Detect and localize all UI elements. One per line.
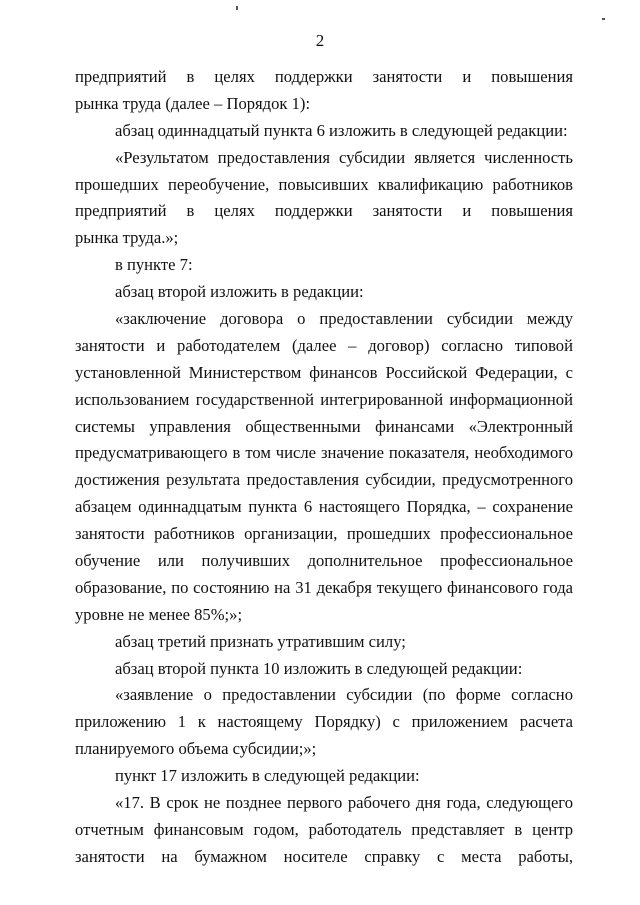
text-line: абзац второй пункта 10 изложить в следующей редакции:	[115, 658, 523, 678]
text-line: образование, по состоянию на 31 декабря текущего финансового года	[75, 577, 573, 597]
text-line: абзац второй изложить в редакции:	[115, 282, 364, 302]
text-line: «17. В срок не позднее первого рабочего дня года, следующего	[115, 793, 573, 813]
text-line: «заключение договора о предоставлении субсидии между	[115, 309, 573, 329]
text-line: абзацем одиннадцатым пункта 6 настоящего Порядка, – сохранение	[75, 497, 573, 517]
text-line: абзац одиннадцатый пункта 6 изложить в следующей редакции:	[115, 120, 568, 140]
text-line: использованием государственной интегрированной информационной	[75, 389, 573, 409]
text-line: занятости работников организации, прошедших профессиональное	[75, 524, 573, 544]
text-line: планируемого объема субсидии;»;	[75, 739, 317, 759]
text-line: пункт 17 изложить в следующей редакции:	[115, 766, 420, 786]
text-line: установленной Министерством финансов Российской Федерации, с	[75, 362, 573, 382]
text-line: рынка труда.»;	[75, 228, 179, 248]
document-body	[75, 64, 573, 871]
text-line: занятости и работодателем (далее – договор) согласно типовой	[75, 335, 573, 355]
text-line: системы управления общественными финансами «Электронный	[75, 416, 573, 436]
scan-speck	[236, 6, 238, 10]
text-line: абзац третий признать утратившим силу;	[115, 631, 406, 651]
text-line: прошедших переобучение, повысивших квалификацию работников	[75, 174, 573, 194]
text-line: предприятий в целях поддержки занятости и повышения	[75, 201, 573, 221]
text-line: отчетным финансовым годом, работодатель представляет в центр	[75, 819, 573, 839]
text-line: уровне не менее 85%;»;	[75, 604, 243, 624]
text-line: занятости на бумажном носителе справку с места работы,	[75, 846, 573, 866]
text-line: «заявление о предоставлении субсидии (по форме согласно	[115, 685, 573, 705]
text-line: «Результатом предоставления субсидии является численность	[115, 147, 573, 167]
text-line: приложению 1 к настоящему Порядку) с приложением расчета	[75, 712, 573, 732]
text-line: предприятий в целях поддержки занятости и повышения	[75, 67, 573, 86]
text-line: обучение или получивших дополнительное профессиональное	[75, 551, 573, 571]
page-number: 2	[315, 31, 325, 50]
text-line: предусматривающего в том числе значение показателя, необходимого	[75, 443, 573, 463]
text-line: рынка труда (далее – Порядок 1):	[75, 93, 311, 113]
text-line: достижения результата предоставления субсидии, предусмотренного	[75, 470, 573, 490]
scan-speck	[602, 18, 605, 20]
text-line: в пункте 7:	[115, 255, 193, 275]
